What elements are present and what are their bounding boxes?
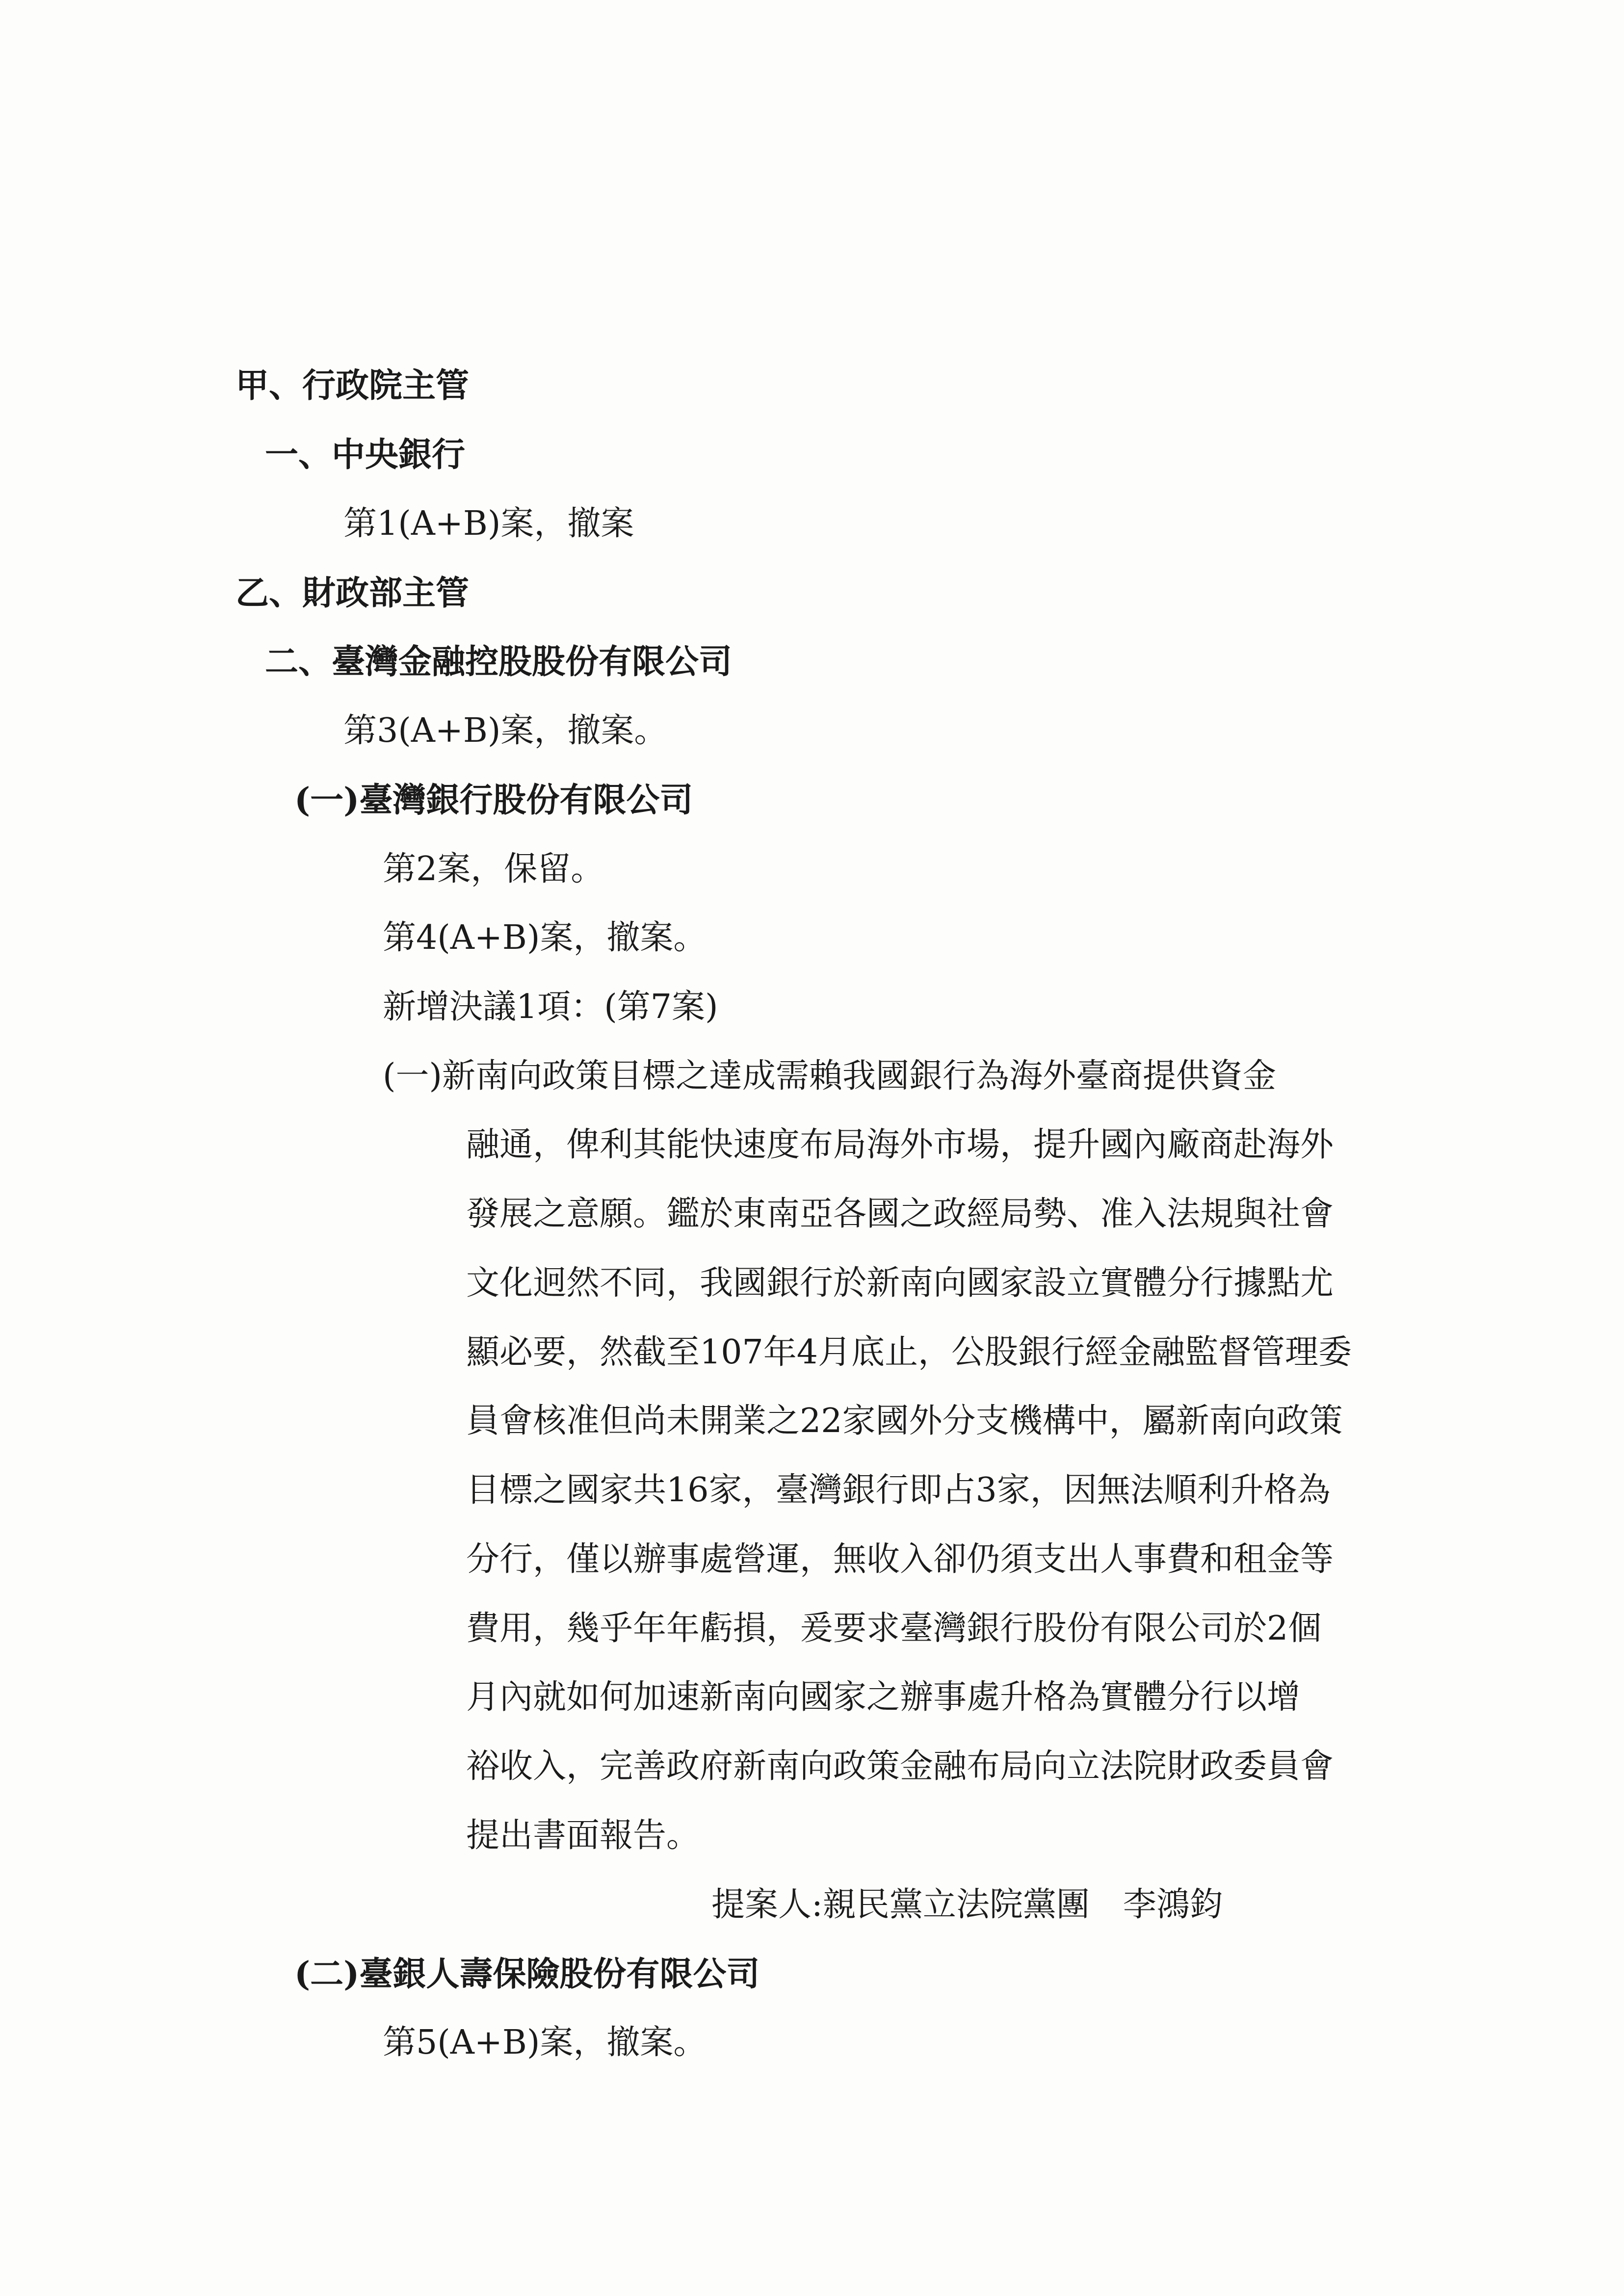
resolution-line: 員會核准但尚未開業之22家國外分支機構中，屬新南向政策: [466, 1402, 1343, 1440]
section-jia-heading: 甲、行政院主管: [236, 366, 470, 405]
proposer-line: 提案人:親民黨立法院黨團 李鴻鈞: [711, 1885, 1223, 1924]
sub1-heading: (一)臺灣銀行股份有限公司: [294, 781, 693, 820]
section-yi-heading: 乙、財政部主管: [236, 574, 470, 613]
sub1-new-resolution: 新增決議1項：(第7案): [383, 988, 718, 1026]
resolution-line: 目標之國家共16家，臺灣銀行即占3家，因無法順利升格為: [466, 1471, 1331, 1510]
resolution-line: (一)新南向政策目標之達成需賴我國銀行為海外臺商提供資金: [383, 1057, 1277, 1096]
resolution-line: 裕收入，完善政府新南向政策金融布局向立法院財政委員會: [466, 1747, 1334, 1786]
resolution-line: 文化迥然不同，我國銀行於新南向國家設立實體分行據點尤: [466, 1264, 1334, 1303]
sub1-case-b: 第4(A+B)案，撤案。: [383, 918, 707, 957]
sub1-case-a: 第2案，保留。: [383, 850, 604, 888]
sub2-case: 第5(A+B)案，撤案。: [383, 2023, 707, 2062]
resolution-line: 融通，俾利其能快速度布局海外市場，提升國內廠商赴海外: [466, 1125, 1334, 1164]
item2-heading: 二、臺灣金融控股股份有限公司: [265, 642, 733, 681]
resolution-line: 費用，幾乎年年虧損，爰要求臺灣銀行股份有限公司於2個: [466, 1609, 1322, 1648]
resolution-line: 提出書面報告。: [466, 1816, 700, 1855]
item2-case: 第3(A+B)案，撤案。: [343, 711, 668, 750]
sub2-heading: (二)臺銀人壽保險股份有限公司: [294, 1955, 760, 1994]
item1-case: 第1(A+B)案，撤案: [343, 504, 634, 543]
resolution-line: 月內就如何加速新南向國家之辦事處升格為實體分行以增: [466, 1678, 1301, 1717]
resolution-line: 顯必要，然截至107年4月底止，公股銀行經金融監督管理委: [466, 1333, 1352, 1372]
resolution-line: 分行，僅以辦事處營運，無收入卻仍須支出人事費和租金等: [466, 1540, 1334, 1579]
resolution-line: 發展之意願。鑑於東南亞各國之政經局勢、准入法規與社會: [466, 1195, 1334, 1233]
item1-heading: 一、中央銀行: [265, 435, 466, 474]
